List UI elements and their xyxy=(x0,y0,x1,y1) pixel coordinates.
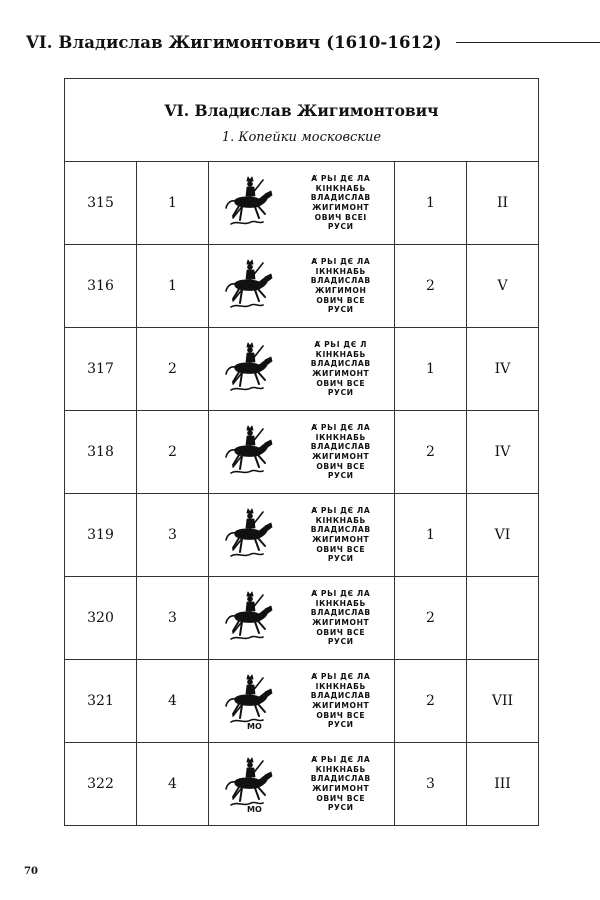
coin-image-cell xyxy=(209,660,395,743)
catalog-number-cell: 319 xyxy=(65,494,137,577)
legend-line: ІКНКНАБЬ xyxy=(315,432,366,442)
legend-line: ІКНКНАБЬ xyxy=(315,681,366,691)
legend-line: ЖИГИМОНТ xyxy=(312,618,370,627)
group-number-cell: 3 xyxy=(137,494,209,577)
legend-line: ЖИГИМОНТ xyxy=(312,701,370,710)
rider-with-spear-icon xyxy=(221,755,275,813)
catalog-number-cell: 322 xyxy=(65,743,137,826)
group-number-cell: 1 xyxy=(137,245,209,328)
table-row xyxy=(65,494,539,577)
coin-image-cell xyxy=(209,328,395,411)
variant-number-cell: 2 xyxy=(395,577,467,660)
table-row xyxy=(65,577,539,660)
coin-reverse-legend xyxy=(300,423,382,481)
variant-number-cell: 2 xyxy=(395,660,467,743)
legend-line: ОВИЧ ВСЕ xyxy=(316,378,366,388)
legend-line: ОВИЧ ВСЕІ xyxy=(314,212,367,222)
variant-number-cell: 2 xyxy=(395,245,467,328)
coin-obverse xyxy=(221,423,275,481)
coin-image xyxy=(209,494,394,576)
legend-line: ЖИГИМОНТ xyxy=(312,452,370,461)
coin-obverse xyxy=(221,755,275,813)
coin-obverse xyxy=(221,672,275,730)
legend-line: КІНКНАБЬ xyxy=(315,764,366,774)
legend-line: РУСИ xyxy=(327,388,354,398)
legend-line: РУСИ xyxy=(327,637,354,647)
legend-line: ОВИЧ ВСЕ xyxy=(316,627,366,637)
table-row xyxy=(65,660,539,743)
group-number-cell: 4 xyxy=(137,660,209,743)
rider-with-spear-icon xyxy=(221,672,275,730)
legend-line: РУСИ xyxy=(327,222,354,232)
coin-reverse-legend xyxy=(300,257,382,315)
rarity-cell: IV xyxy=(467,411,539,494)
table-row xyxy=(65,162,539,245)
rarity-cell xyxy=(467,577,539,660)
table-row xyxy=(65,411,539,494)
group-number-cell: 2 xyxy=(137,328,209,411)
group-number-cell: 1 xyxy=(137,162,209,245)
coin-obverse xyxy=(221,174,275,232)
coin-reverse-legend xyxy=(300,506,382,564)
coin-image xyxy=(209,245,394,327)
legend-line: ВЛАДИСЛАВ xyxy=(310,442,371,452)
legend-line: КІНКНАБЬ xyxy=(315,349,366,359)
legend-line: РУСИ xyxy=(327,554,354,564)
coin-image xyxy=(209,162,394,244)
coin-image xyxy=(209,411,394,493)
catalog-number-cell: 320 xyxy=(65,577,137,660)
legend-line: Ⱥ РЬІ ДЄ ЛА xyxy=(311,174,371,184)
group-number-cell: 2 xyxy=(137,411,209,494)
catalog-number-cell: 316 xyxy=(65,245,137,328)
catalog-number-cell: 317 xyxy=(65,328,137,411)
coin-reverse-legend xyxy=(300,340,382,398)
legend-line: ОВИЧ ВСЕ xyxy=(316,710,366,720)
catalog-number-cell: 315 xyxy=(65,162,137,245)
coin-reverse-legend xyxy=(300,589,382,647)
legend-line: ЖИГИМОНТ xyxy=(312,369,370,378)
rider-with-spear-icon xyxy=(221,506,275,564)
legend-line: Ⱥ РЬІ ДЄ Л xyxy=(314,340,368,350)
page-number: 70 xyxy=(24,866,38,877)
variant-number-cell: 1 xyxy=(395,328,467,411)
coin-image-cell xyxy=(209,577,395,660)
coin-obverse xyxy=(221,257,275,315)
coin-image xyxy=(209,577,394,659)
legend-line: ВЛАДИСЛАВ xyxy=(310,276,371,286)
svg-text:МО: МО xyxy=(247,805,263,813)
variant-number-cell: 2 xyxy=(395,411,467,494)
legend-line: Ⱥ РЬІ ДЄ ЛА xyxy=(311,672,371,682)
coin-image-cell xyxy=(209,162,395,245)
legend-line: РУСИ xyxy=(327,720,354,730)
header-rule xyxy=(456,42,600,43)
coin-image-cell xyxy=(209,245,395,328)
legend-line: Ⱥ РЬІ ДЄ ЛА xyxy=(311,755,371,765)
rarity-cell: III xyxy=(467,743,539,826)
rarity-cell: II xyxy=(467,162,539,245)
legend-line: Ⱥ РЬІ ДЄ ЛА xyxy=(311,589,371,599)
rarity-cell: VI xyxy=(467,494,539,577)
legend-line: ОВИЧ ВСЕ xyxy=(316,461,366,471)
coin-image-cell xyxy=(209,411,395,494)
catalog-number-cell: 318 xyxy=(65,411,137,494)
legend-line: РУСИ xyxy=(327,305,354,315)
rarity-cell: VII xyxy=(467,660,539,743)
table-body xyxy=(65,162,539,826)
legend-line: ЖИГИМОНТ xyxy=(312,784,370,793)
svg-text:МО: МО xyxy=(247,722,263,730)
rider-with-spear-icon xyxy=(221,174,275,232)
group-number-cell: 3 xyxy=(137,577,209,660)
variant-number-cell: 3 xyxy=(395,743,467,826)
rider-with-spear-icon xyxy=(221,589,275,647)
legend-line: ОВИЧ ВСЕ xyxy=(316,544,366,554)
coin-image xyxy=(209,660,394,742)
group-number-cell: 4 xyxy=(137,743,209,826)
legend-line: ЖИГИМОНТ xyxy=(312,535,370,544)
legend-line: Ⱥ РЬІ ДЄ ЛА xyxy=(311,423,371,433)
legend-line: ОВИЧ ВСЕ xyxy=(316,295,366,305)
coin-image xyxy=(209,328,394,410)
table-header xyxy=(65,79,539,162)
legend-line: ВЛАДИСЛАВ xyxy=(310,525,371,535)
legend-line: ЖИГИМОНТ xyxy=(312,203,370,212)
legend-line: ОВИЧ ВСЕ xyxy=(316,793,366,803)
rider-with-spear-icon xyxy=(221,340,275,398)
legend-line: ВЛАДИСЛАВ xyxy=(310,691,371,701)
variant-number-cell: 1 xyxy=(395,494,467,577)
coin-image xyxy=(209,743,394,825)
coin-catalog-table xyxy=(64,78,539,826)
legend-line: ВЛАДИСЛАВ xyxy=(310,774,371,784)
coin-obverse xyxy=(221,589,275,647)
table-title: VI. Владислав Жигимонтович xyxy=(164,101,439,120)
coin-image-cell xyxy=(209,743,395,826)
legend-line: ВЛАДИСЛАВ xyxy=(310,193,371,203)
rarity-cell: IV xyxy=(467,328,539,411)
rarity-cell: V xyxy=(467,245,539,328)
coin-image-cell xyxy=(209,494,395,577)
page-title: VI. Владислав Жигимонтович (1610-1612) xyxy=(26,32,442,52)
legend-line: Ⱥ РЬІ ДЄ ЛА xyxy=(311,506,371,516)
table-row xyxy=(65,328,539,411)
legend-line: Ⱥ РЬІ ДЄ ЛА xyxy=(311,257,371,267)
legend-line: ВЛАДИСЛАВ xyxy=(310,359,371,369)
variant-number-cell: 1 xyxy=(395,162,467,245)
coin-obverse xyxy=(221,506,275,564)
coin-obverse xyxy=(221,340,275,398)
rider-with-spear-icon xyxy=(221,423,275,481)
legend-line: КІНКНАБЬ xyxy=(315,183,366,193)
legend-line: КІНКНАБЬ xyxy=(315,515,366,525)
legend-line: РУСИ xyxy=(327,803,354,813)
table-row xyxy=(65,743,539,826)
coin-reverse-legend xyxy=(300,672,382,730)
coin-reverse-legend xyxy=(300,755,382,813)
table-subtitle: 1. Копейки московские xyxy=(221,130,382,145)
legend-line: ІКНКНАБЬ xyxy=(315,266,366,276)
catalog-number-cell: 321 xyxy=(65,660,137,743)
coin-reverse-legend xyxy=(300,174,382,232)
page-header xyxy=(26,30,600,54)
legend-line: РУСИ xyxy=(327,471,354,481)
rider-with-spear-icon xyxy=(221,257,275,315)
legend-line: ІКНКНАБЬ xyxy=(315,598,366,608)
legend-line: ЖИГИМОН xyxy=(315,286,367,295)
legend-line: ВЛАДИСЛАВ xyxy=(310,608,371,618)
table-row xyxy=(65,245,539,328)
